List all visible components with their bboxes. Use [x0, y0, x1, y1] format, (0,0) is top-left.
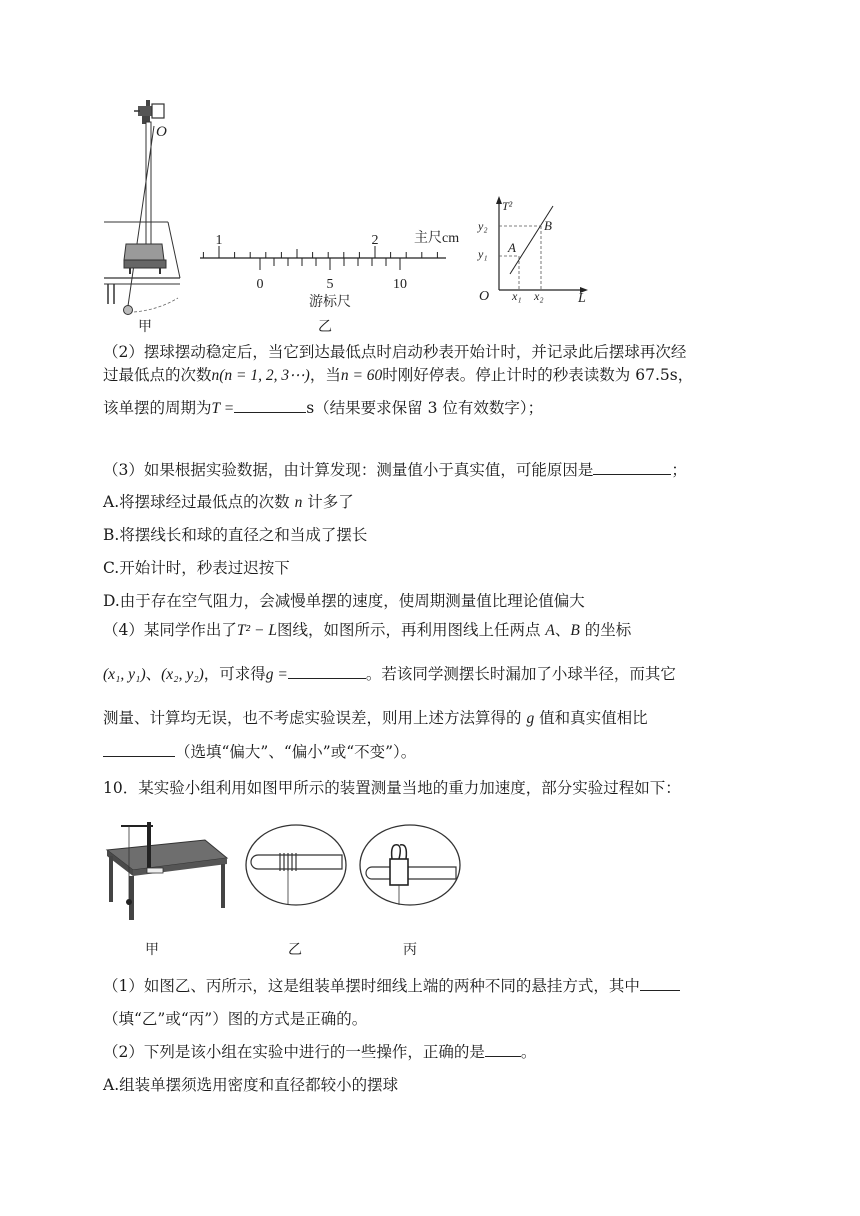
main-scale-tick-1: 1	[215, 233, 223, 248]
graph-y-axis-label: T²	[502, 199, 513, 213]
q2-line-1: （2）摆球摆动稳定后，当它到达最低点时启动秒表开始计时，并记录此后摆球再次经	[103, 343, 687, 361]
q3-option-d: D.由于存在空气阻力，会减慢单摆的速度，使周期测量值比理论值偏大	[103, 592, 585, 610]
vernier-tick-0: 0	[256, 277, 264, 292]
figure-label-jia: 甲	[138, 319, 152, 335]
q10-stem: 10．某实验小组利用如图甲所示的装置测量当地的重力加速度，部分实验过程如下：	[103, 779, 681, 797]
n-range-formula: n(n = 1, 2, 3⋯)	[211, 367, 310, 384]
graph-x2-label: x₂	[534, 289, 544, 303]
vernier-tick-5: 5	[326, 277, 334, 292]
q3-option-c: C.开始计时，秒表过迟按下	[103, 559, 290, 577]
q10-option-a: A.组装单摆须选用密度和直径都较小的摆球	[103, 1076, 399, 1094]
vernier-caliper-figure	[192, 222, 472, 312]
answer-blank-q3[interactable]	[593, 460, 671, 475]
g-formula: g =	[265, 666, 288, 683]
graph-y1-label: y₁	[478, 247, 488, 261]
q2-line-3: 该单摆的周期为T = s（结果要求保留 3 位有效数字）；	[103, 399, 544, 417]
graph-origin: O	[479, 289, 490, 304]
q3-option-b: B.将摆线长和球的直径之和当成了摆长	[103, 526, 368, 544]
figure-label-yi: 乙	[318, 319, 332, 335]
t2-l-graph	[474, 194, 594, 310]
q10-figure-label-bing: 丙	[403, 942, 417, 958]
vernier-scale-label: 游标尺	[309, 295, 351, 310]
q10-clip-suspension-figure	[358, 823, 462, 915]
pivot-label: O	[156, 124, 167, 140]
graph-x-axis-label: L	[578, 291, 586, 306]
main-scale-tick-2: 2	[371, 233, 379, 248]
q3-stem: （3）如果根据实验数据，由计算发现：测量值小于真实值，可能原因是 ；	[103, 461, 687, 479]
point-b-coords: (x₂, y₂)	[161, 666, 204, 683]
q10-part1-line-1: （1）如图乙、丙所示，这是组装单摆时细线上端的两种不同的悬挂方式，其中	[103, 975, 680, 997]
point-a-coords: (x₁, y₁)	[103, 666, 146, 683]
main-scale-label: 主尺cm	[414, 231, 460, 246]
q4-line-1: （4）某同学作出了T² − L图线，如图所示，再利用图线上任两点 A、B 的坐标	[103, 621, 632, 639]
q10-table-apparatus-figure	[103, 814, 233, 924]
q10-part1-line-2: （填“乙”或“丙”）图的方式是正确的。	[103, 1010, 368, 1028]
graph-point-a: A	[508, 240, 516, 255]
q10-wrap-suspension-figure	[244, 823, 348, 915]
q4-line-4: （选填“偏大”、“偏小”或“不变”）。	[103, 741, 416, 763]
answer-blank-q10-2[interactable]	[485, 1042, 521, 1057]
period-formula: T =	[211, 400, 235, 417]
n-value-formula: n = 60	[340, 367, 383, 384]
q4-line-3: 测量、计算均无误，也不考虑实验误差，则用上述方法算得的 g 值和真实值相比	[103, 709, 648, 727]
q10-figure-label-jia: 甲	[145, 942, 159, 958]
graph-point-b: B	[544, 218, 552, 233]
q10-part2: （2）下列是该小组在实验中进行的一些操作，正确的是 。	[103, 1043, 537, 1061]
graph-y2-label: y₂	[478, 219, 488, 233]
q4-line-2: (x₁, y₁)、(x₂, y₂)，可求得g = 。若该同学测摆长时漏加了小球半径，而其它	[103, 665, 676, 683]
answer-blank-compare[interactable]	[103, 742, 175, 757]
t2-l-formula: T² − L	[236, 622, 277, 639]
pendulum-apparatus-figure	[100, 98, 190, 338]
answer-blank-g[interactable]	[288, 664, 366, 679]
graph-x1-label: x₁	[512, 289, 522, 303]
vernier-tick-10: 10	[393, 277, 407, 292]
answer-blank-period[interactable]	[234, 398, 306, 413]
q10-figure-label-yi: 乙	[288, 942, 302, 958]
answer-blank-q10-1[interactable]	[640, 976, 680, 991]
q3-option-a: A.将摆球经过最低点的次数 n 计多了	[103, 493, 354, 511]
q2-line-2: 过最低点的次数n(n = 1, 2, 3⋯)，当n = 60时刚好停表。停止计时的秒表读数为 67.5s，	[103, 366, 694, 384]
